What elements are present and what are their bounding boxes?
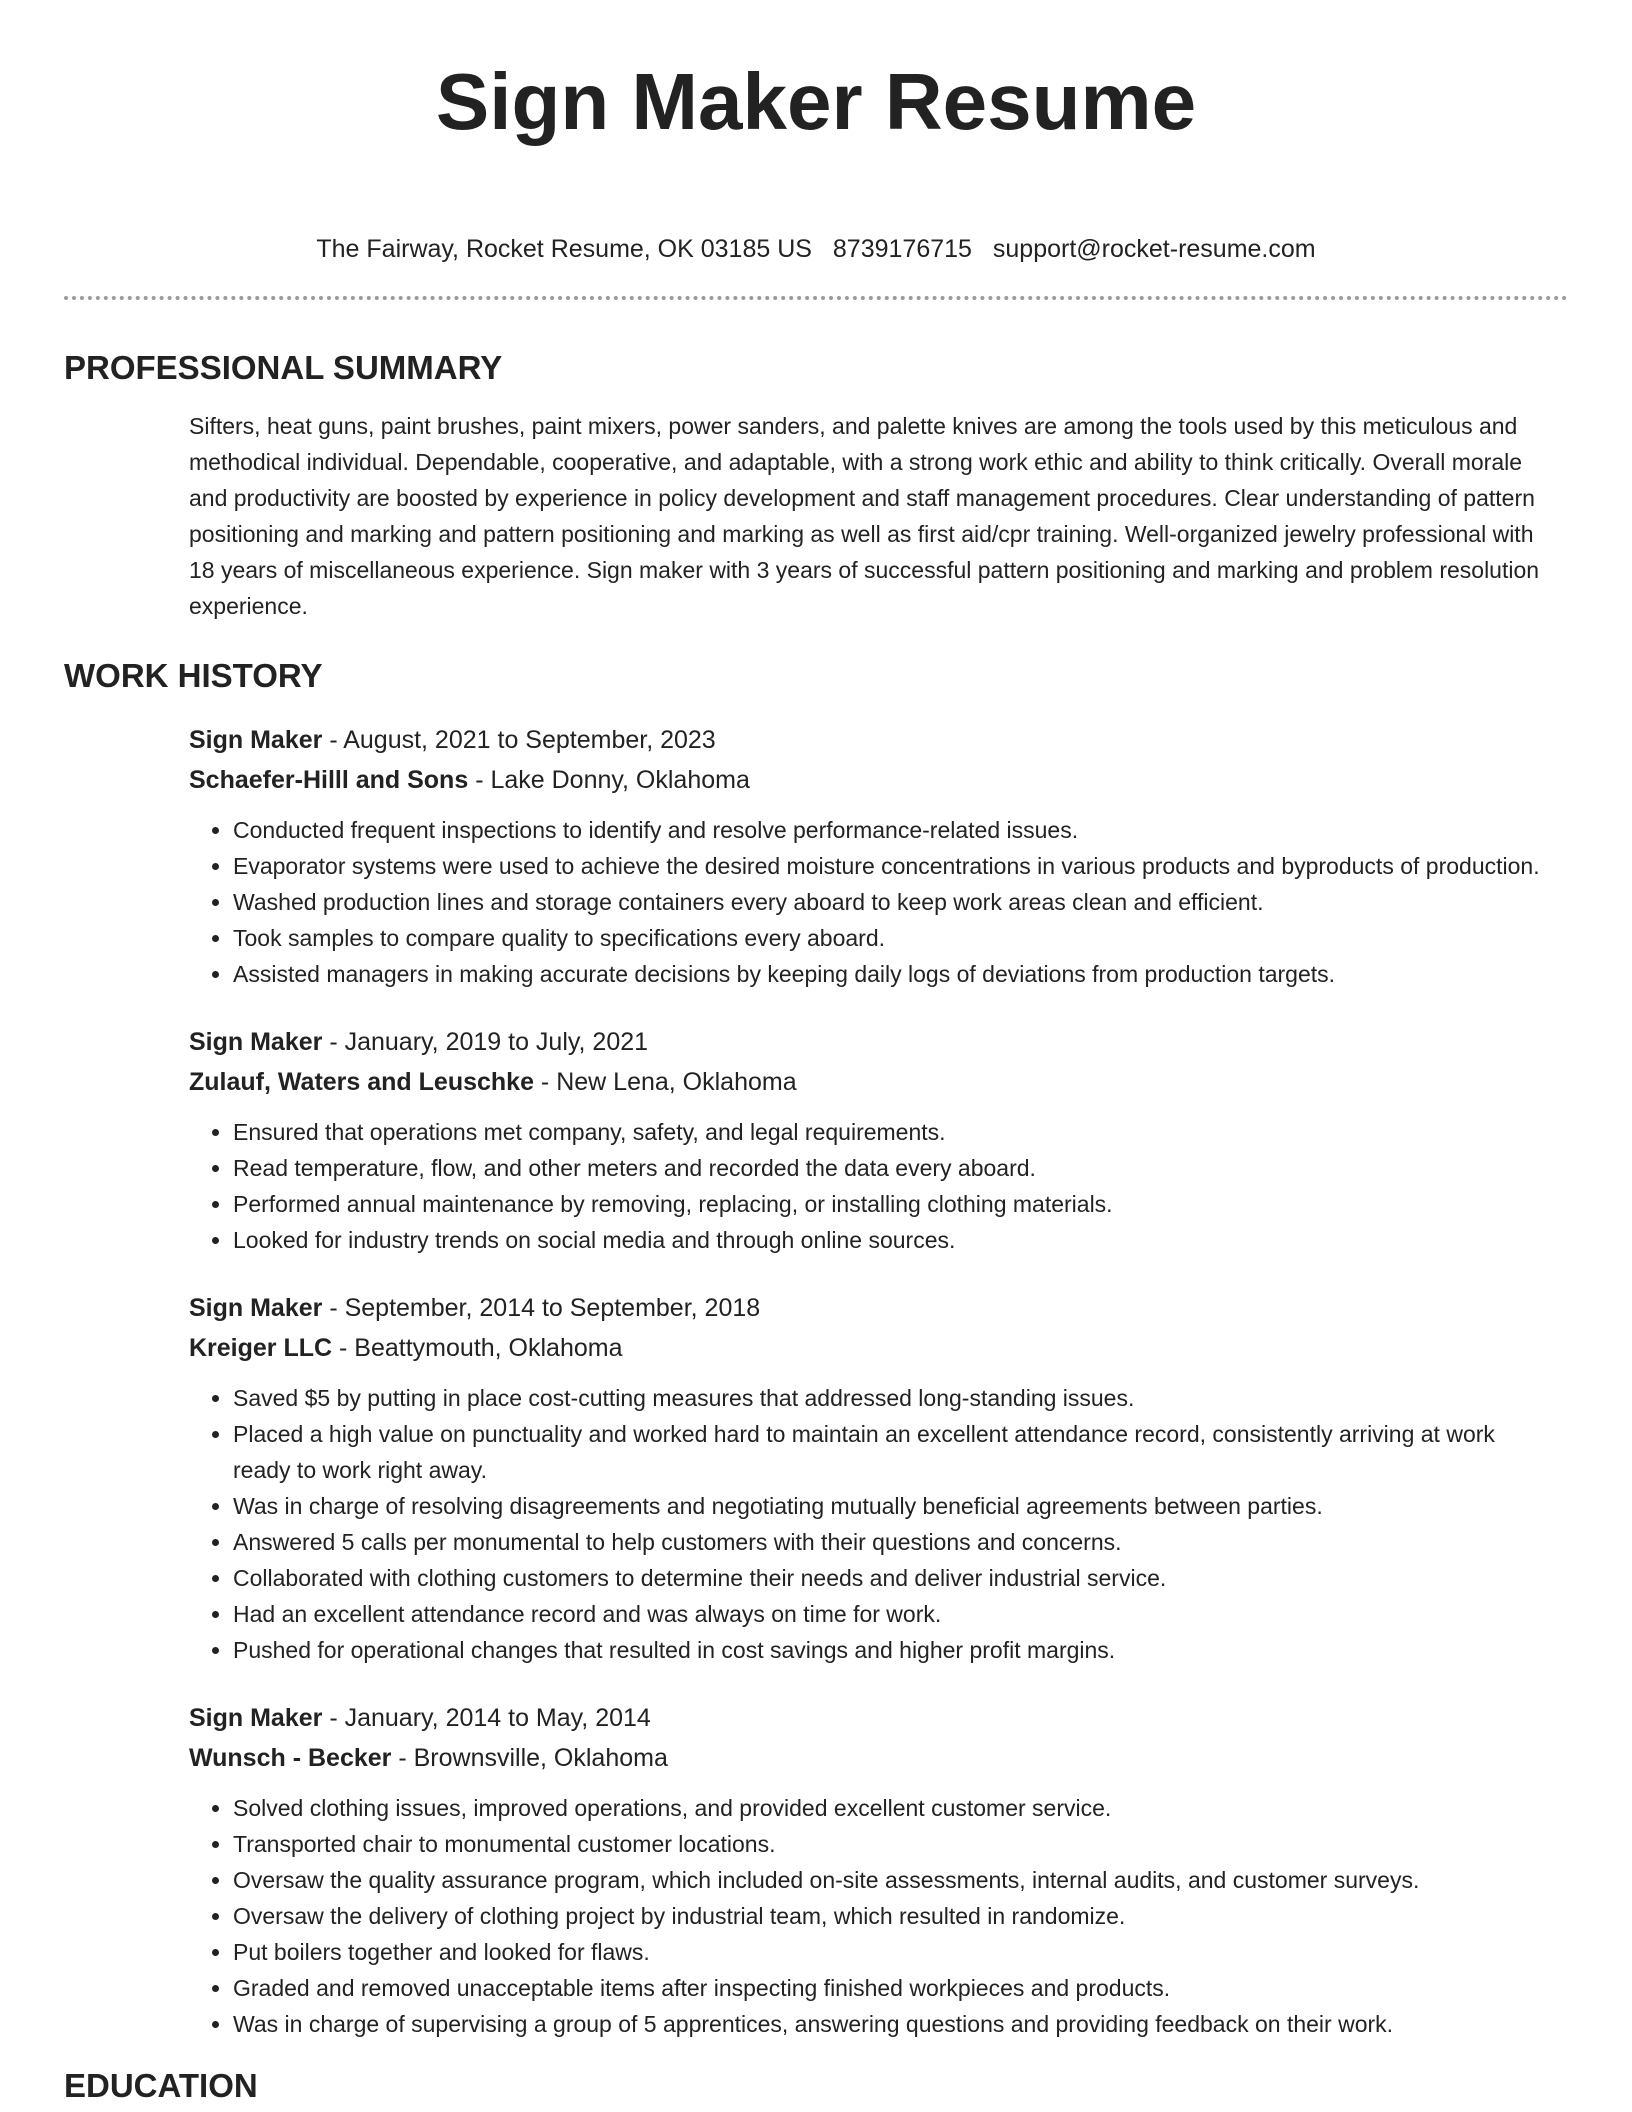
work-history-list [0,720,1632,2042]
job-bullet: • Placed a high value on punctuality and worked hard to maintain an excellent attendance record, consistently arriving at work ready to work right away. [233,1416,1548,1488]
job-location: - Lake Donny, Oklahoma [468,766,750,794]
summary-heading: PROFESSIONAL SUMMARY [64,349,503,386]
job-bullet: • Oversaw the delivery of clothing project by industrial team, which resulted in randomize. [233,1898,1548,1934]
job-bullet: • Oversaw the quality assurance program, which included on-site assessments, internal audits, and customer surveys. [233,1862,1548,1898]
job-bullet: • Pushed for operational changes that resulted in cost savings and higher profit margins. [233,1632,1548,1668]
job-bullet: • Answered 5 calls per monumental to help customers with their questions and concerns. [233,1524,1548,1560]
job-entry [189,720,1548,992]
job-company: Kreiger LLC [189,1334,333,1362]
job-company-line [189,1738,1548,1778]
job-bullet: • Put boilers together and looked for flaws. [233,1934,1548,1970]
education-heading: EDUCATION [64,2067,258,2104]
contact-phone: 8739176715 [832,235,972,263]
job-company-line [189,1328,1548,1368]
job-bullet: • Conducted frequent inspections to identify and resolve performance-related issues. [233,812,1548,848]
job-title-line [189,1022,1548,1062]
job-bullet: • Evaporator systems were used to achieve the desired moisture concentrations in various products and byproducts of production. [233,848,1548,884]
contact-line [0,232,1632,266]
job-company-line [189,1062,1548,1102]
job-location: - New Lena, Oklahoma [533,1068,797,1096]
job-dates: - August, 2021 to September, 2023 [322,726,716,754]
job-dates: - September, 2014 to September, 2018 [322,1294,761,1322]
contact-address: The Fairway, Rocket Resume, OK 03185 US [316,235,812,263]
job-bullet: • Graded and removed unacceptable items after inspecting finished workpieces and products. [233,1970,1548,2006]
job-location: - Brownsville, Oklahoma [391,1744,668,1772]
work-history-heading: WORK HISTORY [64,657,323,694]
job-dates: - January, 2014 to May, 2014 [322,1704,651,1732]
job-company: Schaefer-Hilll and Sons [189,766,469,794]
resume-title: Sign Maker Resume [435,57,1197,146]
job-bullet: • Assisted managers in making accurate decisions by keeping daily logs of deviations from production targets. [233,956,1548,992]
job-bullet: • Was in charge of resolving disagreements and negotiating mutually beneficial agreements between parties. [233,1488,1548,1524]
job-title: Sign Maker [189,1294,323,1322]
job-company: Zulauf, Waters and Leuschke [189,1068,534,1096]
job-bullet: • Looked for industry trends on social media and through online sources. [233,1222,1548,1258]
header-divider [64,296,1568,300]
contact-email: support@rocket-resume.com [992,235,1316,263]
job-entry [189,1288,1548,1668]
job-bullets [189,1380,1548,1668]
job-title: Sign Maker [189,726,323,754]
job-bullet: • Had an excellent attendance record and was always on time for work. [233,1596,1548,1632]
job-bullet: • Read temperature, flow, and other meters and recorded the data every aboard. [233,1150,1548,1186]
job-bullet: • Was in charge of supervising a group of 5 apprentices, answering questions and providing feedback on their work. [233,2006,1548,2042]
job-company-line [189,760,1548,800]
job-title-line [189,1288,1548,1328]
summary-text: Sifters, heat guns, paint brushes, paint mixers, power sanders, and palette knives are among the tools used by this meticulous and methodical individual. Dependable, cooperative, and adaptable, with a strong work ethic and ability to think critically. Overall morale and productivity are boosted by experience in policy development and staff management procedures. Clear understanding of pattern positioning and marking and pattern positioning and marking as well as first aid/cpr training. Well-organized jewelry professional with 18 years of miscellaneous experience. Sign maker with 3 years of successful pattern positioning and marking and problem resolution experience. [189,413,1540,619]
job-title-line [189,1698,1548,1738]
job-bullets [189,812,1548,992]
job-bullet: • Ensured that operations met company, safety, and legal requirements. [233,1114,1548,1150]
job-bullet: • Saved $5 by putting in place cost-cutting measures that addressed long-standing issues. [233,1380,1548,1416]
job-entry [189,1698,1548,2042]
job-bullet: • Washed production lines and storage containers every aboard to keep work areas clean and efficient. [233,884,1548,920]
job-bullet: • Performed annual maintenance by removing, replacing, or installing clothing materials. [233,1186,1548,1222]
job-entry [189,1022,1548,1258]
job-bullets [189,1114,1548,1258]
job-bullet: • Collaborated with clothing customers to determine their needs and deliver industrial service. [233,1560,1548,1596]
job-title: Sign Maker [189,1704,323,1732]
job-bullet: • Transported chair to monumental customer locations. [233,1826,1548,1862]
job-company: Wunsch - Becker [189,1744,392,1772]
job-bullet: • Took samples to compare quality to specifications every aboard. [233,920,1548,956]
job-title: Sign Maker [189,1028,323,1056]
job-bullet: • Solved clothing issues, improved operations, and provided excellent customer service. [233,1790,1548,1826]
job-dates: - January, 2019 to July, 2021 [322,1028,649,1056]
job-location: - Beattymouth, Oklahoma [332,1334,623,1362]
job-title-line [189,720,1548,760]
job-bullets [189,1790,1548,2042]
